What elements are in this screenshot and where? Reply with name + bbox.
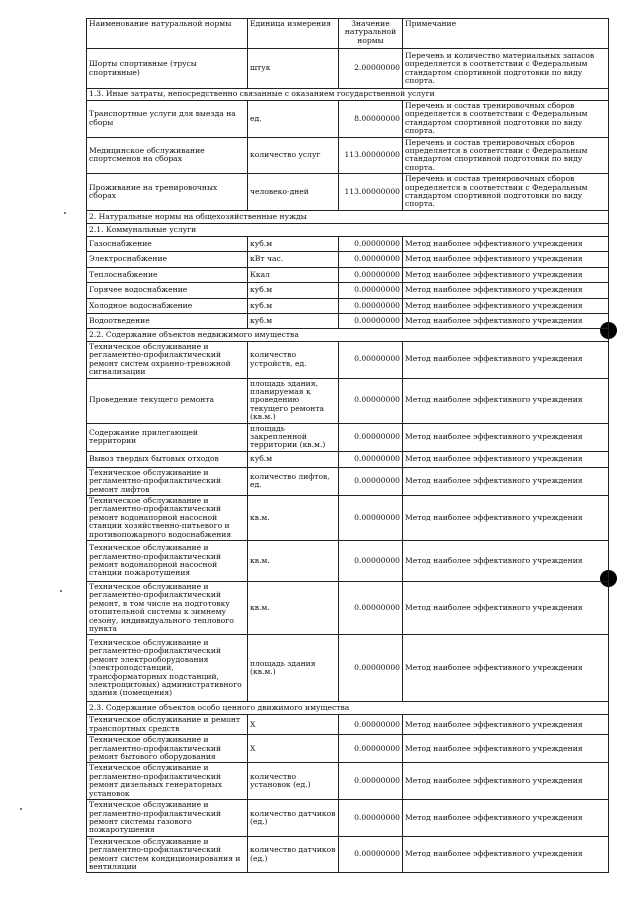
norm-name-cell: Техническое обслуживание и регламентно-профилактический ремонт водонапорной насосной станции хозяйственно-питьевого и противопожарного водоснабжения xyxy=(87,495,248,540)
unit-cell: штук xyxy=(248,49,339,89)
value-cell: 0.00000000 xyxy=(339,341,403,378)
table-row xyxy=(87,467,609,495)
table-header-row xyxy=(87,19,609,49)
note-cell: Метод наиболее эффективного учреждения xyxy=(403,467,609,495)
norm-name-cell: Техническое обслуживание и регламентно-профилактический ремонт системы газового пожаротушения xyxy=(87,800,248,837)
section-heading-row xyxy=(87,210,609,223)
norm-name-cell: Газоснабжение xyxy=(87,236,248,251)
unit-cell: количество датчиков (ед.) xyxy=(248,800,339,837)
unit-cell: количество устройств, ед. xyxy=(248,341,339,378)
section-heading-row xyxy=(87,702,609,715)
norm-name-cell: Шорты спортивные (трусы спортивные) xyxy=(87,49,248,89)
note-cell: Метод наиболее эффективного учреждения xyxy=(403,800,609,837)
norm-name-cell: Техническое обслуживание и регламентно-профилактический ремонт водонапорной насосной станции пожаротушения xyxy=(87,541,248,582)
note-cell: Метод наиболее эффективного учреждения xyxy=(403,451,609,467)
value-cell: 0.00000000 xyxy=(339,635,403,702)
norm-name-cell: Горячее водоснабжение xyxy=(87,282,248,298)
table-row xyxy=(87,423,609,451)
norm-name-cell: Техническое обслуживание и регламентно-профилактический ремонт систем охранно-тревожной сигнализации xyxy=(87,341,248,378)
unit-cell: куб.м xyxy=(248,282,339,298)
value-cell: 0.00000000 xyxy=(339,251,403,267)
value-cell: 0.00000000 xyxy=(339,378,403,423)
norm-name-cell: Техническое обслуживание и регламентно-профилактический ремонт дизельных генераторных установок xyxy=(87,763,248,800)
unit-cell: кВт час. xyxy=(248,251,339,267)
value-cell: 0.00000000 xyxy=(339,495,403,540)
section-title: 1.3. Иные затраты, непосредственно связанные с оказанием государственной услуги xyxy=(87,89,609,101)
value-cell: 0.00000000 xyxy=(339,735,403,763)
section-title: 2.2. Содержание объектов недвижимого имущества xyxy=(87,328,609,341)
table-row xyxy=(87,836,609,873)
norm-name-cell: Техническое обслуживание и ремонт транспортных средств xyxy=(87,715,248,735)
unit-cell: кв.м. xyxy=(248,541,339,582)
table-row xyxy=(87,495,609,540)
unit-cell: куб.м xyxy=(248,451,339,467)
note-cell: Метод наиболее эффективного учреждения xyxy=(403,582,609,635)
value-cell: 0.00000000 xyxy=(339,541,403,582)
norm-name-cell: Холодное водоснабжение xyxy=(87,298,248,313)
note-cell: Метод наиболее эффективного учреждения xyxy=(403,267,609,282)
unit-cell: количество датчиков (ед.) xyxy=(248,836,339,873)
note-cell: Метод наиболее эффективного учреждения xyxy=(403,282,609,298)
section-title: 2.1. Коммунальные услуги xyxy=(87,223,609,236)
note-cell: Метод наиболее эффективного учреждения xyxy=(403,735,609,763)
value-cell: 2.00000000 xyxy=(339,49,403,89)
table-row xyxy=(87,800,609,837)
section-heading-row xyxy=(87,223,609,236)
table-row xyxy=(87,582,609,635)
unit-cell: куб.м xyxy=(248,236,339,251)
unit-cell: куб.м xyxy=(248,313,339,328)
value-cell: 0.00000000 xyxy=(339,236,403,251)
value-cell: 0.00000000 xyxy=(339,715,403,735)
natural-norms-table xyxy=(86,18,609,873)
unit-cell: площадь здания, планируемая к проведению текущего ремонта (кв.м.) xyxy=(248,378,339,423)
value-cell: 0.00000000 xyxy=(339,423,403,451)
value-cell: 113.00000000 xyxy=(339,174,403,211)
scan-speck xyxy=(60,590,62,592)
value-cell: 0.00000000 xyxy=(339,582,403,635)
norm-name-cell: Техническое обслуживание и регламентно-профилактический ремонт бытового оборудования xyxy=(87,735,248,763)
note-cell: Метод наиболее эффективного учреждения xyxy=(403,763,609,800)
norm-name-cell: Содержание прилегающей территории xyxy=(87,423,248,451)
table-row xyxy=(87,541,609,582)
table-row xyxy=(87,251,609,267)
value-cell: 0.00000000 xyxy=(339,451,403,467)
value-cell: 0.00000000 xyxy=(339,763,403,800)
norm-name-cell: Проведение текущего ремонта xyxy=(87,378,248,423)
table-row xyxy=(87,378,609,423)
table-row xyxy=(87,451,609,467)
value-cell: 0.00000000 xyxy=(339,800,403,837)
section-heading-row xyxy=(87,328,609,341)
note-cell: Перечень и состав тренировочных сборов определяется в соответствии с Федеральным стандартом спортивной подготовки по виду спорта. xyxy=(403,174,609,211)
unit-cell: кв.м. xyxy=(248,495,339,540)
norm-name-cell: Вывоз твердых бытовых отходов xyxy=(87,451,248,467)
value-cell: 0.00000000 xyxy=(339,836,403,873)
norm-name-cell: Электроснабжение xyxy=(87,251,248,267)
table-row xyxy=(87,313,609,328)
table-row xyxy=(87,763,609,800)
norm-name-cell: Водоотведение xyxy=(87,313,248,328)
note-cell: Метод наиболее эффективного учреждения xyxy=(403,495,609,540)
norm-name-cell: Теплоснабжение xyxy=(87,267,248,282)
note-cell: Перечень и состав тренировочных сборов определяется в соответствии с Федеральным стандартом спортивной подготовки по виду спорта. xyxy=(403,101,609,138)
value-cell: 113.00000000 xyxy=(339,137,403,174)
table-row xyxy=(87,49,609,89)
norm-name-cell: Техническое обслуживание и регламентно-профилактический ремонт систем кондиционирования и вентиляции xyxy=(87,836,248,873)
table-row xyxy=(87,341,609,378)
unit-cell: Ккал xyxy=(248,267,339,282)
norm-name-cell: Медицинское обслуживание спортсменов на сборах xyxy=(87,137,248,174)
unit-cell: площадь закрепленной территории (кв.м.) xyxy=(248,423,339,451)
note-cell: Метод наиболее эффективного учреждения xyxy=(403,378,609,423)
note-cell: Перечень и количество материальных запасов определяется в соответствии с Федеральным стандартом спортивной подготовки по виду спорта. xyxy=(403,49,609,89)
section-heading-row xyxy=(87,89,609,101)
note-cell: Метод наиболее эффективного учреждения xyxy=(403,236,609,251)
norm-name-cell: Транспортные услуги для выезда на сборы xyxy=(87,101,248,138)
unit-cell: человеко-дней xyxy=(248,174,339,211)
value-cell: 0.00000000 xyxy=(339,313,403,328)
unit-cell: количество установок (ед.) xyxy=(248,763,339,800)
note-cell: Метод наиболее эффективного учреждения xyxy=(403,298,609,313)
table-row xyxy=(87,101,609,138)
note-cell: Перечень и состав тренировочных сборов определяется в соответствии с Федеральным стандартом спортивной подготовки по виду спорта. xyxy=(403,137,609,174)
table-row xyxy=(87,735,609,763)
note-cell: Метод наиболее эффективного учреждения xyxy=(403,341,609,378)
note-cell: Метод наиболее эффективного учреждения xyxy=(403,423,609,451)
value-cell: 8.00000000 xyxy=(339,101,403,138)
value-cell: 0.00000000 xyxy=(339,298,403,313)
norms-table-body xyxy=(87,19,609,873)
note-cell: Метод наиболее эффективного учреждения xyxy=(403,635,609,702)
value-cell: 0.00000000 xyxy=(339,267,403,282)
table-row xyxy=(87,267,609,282)
unit-cell: площадь здания (кв.м.) xyxy=(248,635,339,702)
scan-speck xyxy=(20,808,22,810)
unit-cell: Х xyxy=(248,715,339,735)
unit-cell: ед. xyxy=(248,101,339,138)
scan-speck xyxy=(64,212,66,214)
unit-cell: Х xyxy=(248,735,339,763)
norm-name-cell: Проживание на тренировочных сборах xyxy=(87,174,248,211)
unit-cell: количество услуг xyxy=(248,137,339,174)
note-cell: Метод наиболее эффективного учреждения xyxy=(403,715,609,735)
table-row xyxy=(87,137,609,174)
table-row xyxy=(87,635,609,702)
note-cell: Метод наиболее эффективного учреждения xyxy=(403,251,609,267)
table-row xyxy=(87,282,609,298)
norm-name-cell: Техническое обслуживание и регламентно-профилактический ремонт лифтов xyxy=(87,467,248,495)
note-cell: Метод наиболее эффективного учреждения xyxy=(403,836,609,873)
section-title: 2. Натуральные нормы на общехозяйственные нужды xyxy=(87,210,609,223)
header-note: Примечание xyxy=(403,19,609,49)
table-row xyxy=(87,236,609,251)
note-cell: Метод наиболее эффективного учреждения xyxy=(403,313,609,328)
norm-name-cell: Техническое обслуживание и регламентно-профилактический ремонт, в том числе на подготовку отопительной системы к зимнему сезону, индивидуального теплового пункта xyxy=(87,582,248,635)
table-row xyxy=(87,174,609,211)
unit-cell: кв.м. xyxy=(248,582,339,635)
value-cell: 0.00000000 xyxy=(339,282,403,298)
table-row xyxy=(87,715,609,735)
norm-name-cell: Техническое обслуживание и регламентно-профилактический ремонт электрооборудования (электроподстанций, трансформаторных подстанций, электрощитовых) административного здания (помещения) xyxy=(87,635,248,702)
value-cell: 0.00000000 xyxy=(339,467,403,495)
section-title: 2.3. Содержание объектов особо ценного движимого имущества xyxy=(87,702,609,715)
header-name: Наименование натуральной нормы xyxy=(87,19,248,49)
note-cell: Метод наиболее эффективного учреждения xyxy=(403,541,609,582)
unit-cell: количество лифтов, ед. xyxy=(248,467,339,495)
unit-cell: куб.м xyxy=(248,298,339,313)
header-value: Значение натуральной нормы xyxy=(339,19,403,49)
table-row xyxy=(87,298,609,313)
header-unit: Единица измерения xyxy=(248,19,339,49)
